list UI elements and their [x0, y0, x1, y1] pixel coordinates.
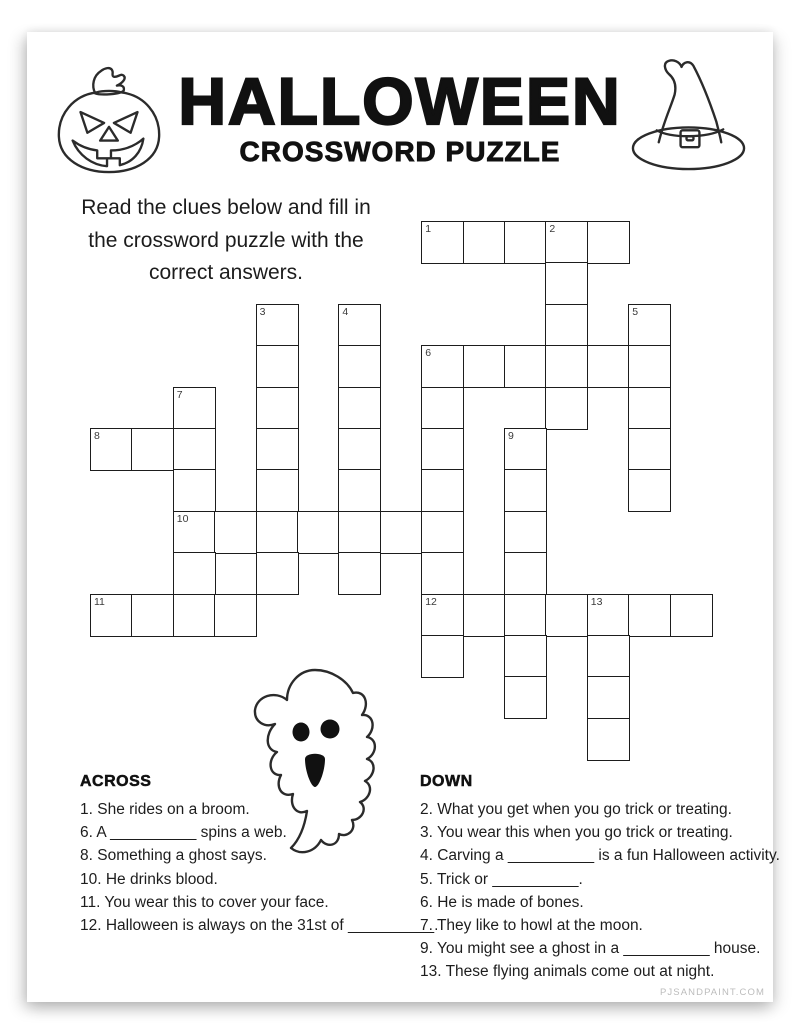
crossword-grid [90, 221, 712, 760]
grid-cell[interactable] [628, 428, 671, 471]
cell-number: 5 [632, 305, 639, 318]
grid-cell[interactable] [504, 221, 547, 264]
grid-cell[interactable] [256, 387, 299, 430]
clue-item: 7. They like to howl at the moon. [420, 917, 643, 935]
clue-item: 6. A __________ spins a web. [80, 824, 287, 842]
cell-number: 7 [176, 388, 183, 401]
grid-cell[interactable] [545, 345, 588, 388]
grid-cell[interactable] [504, 469, 547, 512]
grid-cell[interactable] [90, 594, 133, 637]
clue-item: 1. She rides on a broom. [80, 801, 250, 818]
grid-cell[interactable] [587, 635, 630, 678]
grid-cell[interactable] [587, 676, 630, 719]
grid-cell[interactable] [670, 594, 713, 637]
grid-cell[interactable] [587, 718, 630, 761]
grid-cell[interactable] [545, 221, 588, 264]
grid-cell[interactable] [504, 511, 547, 554]
grid-cell[interactable] [173, 428, 216, 471]
grid-cell[interactable] [256, 552, 299, 595]
instructions-line: correct answers. [148, 261, 304, 284]
grid-cell[interactable] [338, 428, 381, 471]
grid-cell[interactable] [628, 345, 671, 388]
grid-cell[interactable] [504, 345, 547, 388]
grid-cell[interactable] [214, 594, 257, 637]
across-clue-list [80, 798, 439, 937]
grid-cell[interactable] [131, 594, 174, 637]
cell-number: 6 [425, 347, 432, 360]
grid-cell[interactable] [504, 676, 547, 719]
grid-cell[interactable] [131, 428, 174, 471]
down-header: DOWN [420, 773, 473, 790]
grid-cell[interactable] [628, 387, 671, 430]
grid-cell[interactable] [297, 511, 340, 554]
clue-item: 9. You might see a ghost in a __________ house. [420, 940, 761, 958]
cell-number: 10 [176, 512, 189, 525]
grid-cell[interactable] [504, 594, 547, 637]
clue-item: 11. You wear this to cover your face. [80, 893, 329, 911]
page-subtitle: CROSSWORD PUZZLE [239, 136, 561, 167]
cell-number: 13 [590, 595, 603, 608]
grid-cell[interactable] [338, 345, 381, 388]
clue-item: 12. Halloween is always on the 31st of __________. [80, 917, 439, 935]
clue-item: 8. Something a ghost says. [80, 847, 267, 865]
grid-cell[interactable] [628, 469, 671, 512]
clue-item: 4. Carving a __________ is a fun Halloween activity. [420, 847, 780, 865]
grid-cell[interactable] [421, 345, 464, 388]
clue-item: 10. He drinks blood. [80, 870, 218, 888]
grid-cell[interactable] [421, 469, 464, 512]
grid-cell[interactable] [545, 594, 588, 637]
cell-number: 4 [342, 305, 349, 318]
worksheet-page [27, 32, 780, 1002]
grid-cell[interactable] [256, 345, 299, 388]
cell-number: 3 [259, 305, 266, 318]
grid-cell[interactable] [463, 221, 506, 264]
grid-cell[interactable] [463, 594, 506, 637]
grid-cell[interactable] [545, 262, 588, 305]
page-title: HALLOWEEN [178, 64, 622, 138]
cell-number: 1 [425, 223, 432, 235]
grid-cell[interactable] [587, 345, 630, 388]
clue-item: 3. You wear this when you go trick or treating. [420, 824, 733, 842]
grid-cell[interactable] [173, 552, 216, 595]
clue-item: 6. He is made of bones. [420, 893, 584, 911]
grid-cell[interactable] [338, 511, 381, 554]
grid-cell[interactable] [338, 387, 381, 430]
cell-number: 12 [425, 595, 437, 608]
grid-cell[interactable] [628, 594, 671, 637]
grid-cell[interactable] [173, 469, 216, 512]
grid-cell[interactable] [587, 594, 630, 637]
grid-cell[interactable] [504, 428, 547, 471]
grid-cell[interactable] [421, 387, 464, 430]
grid-cell[interactable] [173, 594, 216, 637]
cell-number: 9 [508, 430, 514, 442]
clue-item: 13. These flying animals come out at night. [420, 963, 715, 981]
cell-number: 8 [94, 430, 100, 442]
grid-cell[interactable] [338, 552, 381, 595]
grid-cell[interactable] [256, 511, 299, 554]
instructions-line: Read the clues below and fill in [81, 196, 371, 219]
grid-cell[interactable] [214, 511, 257, 554]
grid-cell[interactable] [421, 552, 464, 595]
clue-item: 2. What you get when you go trick or treating. [420, 801, 732, 818]
grid-cell[interactable] [90, 428, 133, 471]
grid-cell[interactable] [545, 387, 588, 430]
down-clues-section [420, 773, 780, 984]
instructions-line: the crossword puzzle with the [88, 228, 364, 252]
across-clues-section [80, 773, 439, 937]
grid-cell[interactable] [504, 635, 547, 678]
grid-cell[interactable] [256, 304, 299, 347]
grid-cell[interactable] [421, 428, 464, 471]
cell-number: 11 [94, 595, 105, 608]
grid-cell[interactable] [173, 387, 216, 430]
grid-cell[interactable] [256, 428, 299, 471]
grid-cell[interactable] [380, 511, 423, 554]
grid-cell[interactable] [338, 304, 381, 347]
cell-number: 2 [549, 223, 556, 235]
grid-cell[interactable] [504, 552, 547, 595]
watermark-text: PJSANDPAINT.COM [659, 987, 765, 998]
grid-cell[interactable] [338, 469, 381, 512]
down-clue-list [420, 798, 780, 984]
grid-cell[interactable] [628, 304, 671, 347]
grid-cell[interactable] [421, 594, 464, 637]
grid-cell[interactable] [587, 221, 630, 264]
clue-item: 5. Trick or __________. [420, 870, 583, 888]
grid-cell[interactable] [421, 511, 464, 554]
grid-cell[interactable] [421, 635, 464, 678]
grid-cell[interactable] [256, 469, 299, 512]
grid-cell[interactable] [173, 511, 216, 554]
grid-cell[interactable] [545, 304, 588, 347]
across-header: ACROSS [80, 773, 152, 790]
grid-cell[interactable] [463, 345, 506, 388]
grid-cell[interactable] [421, 221, 464, 264]
